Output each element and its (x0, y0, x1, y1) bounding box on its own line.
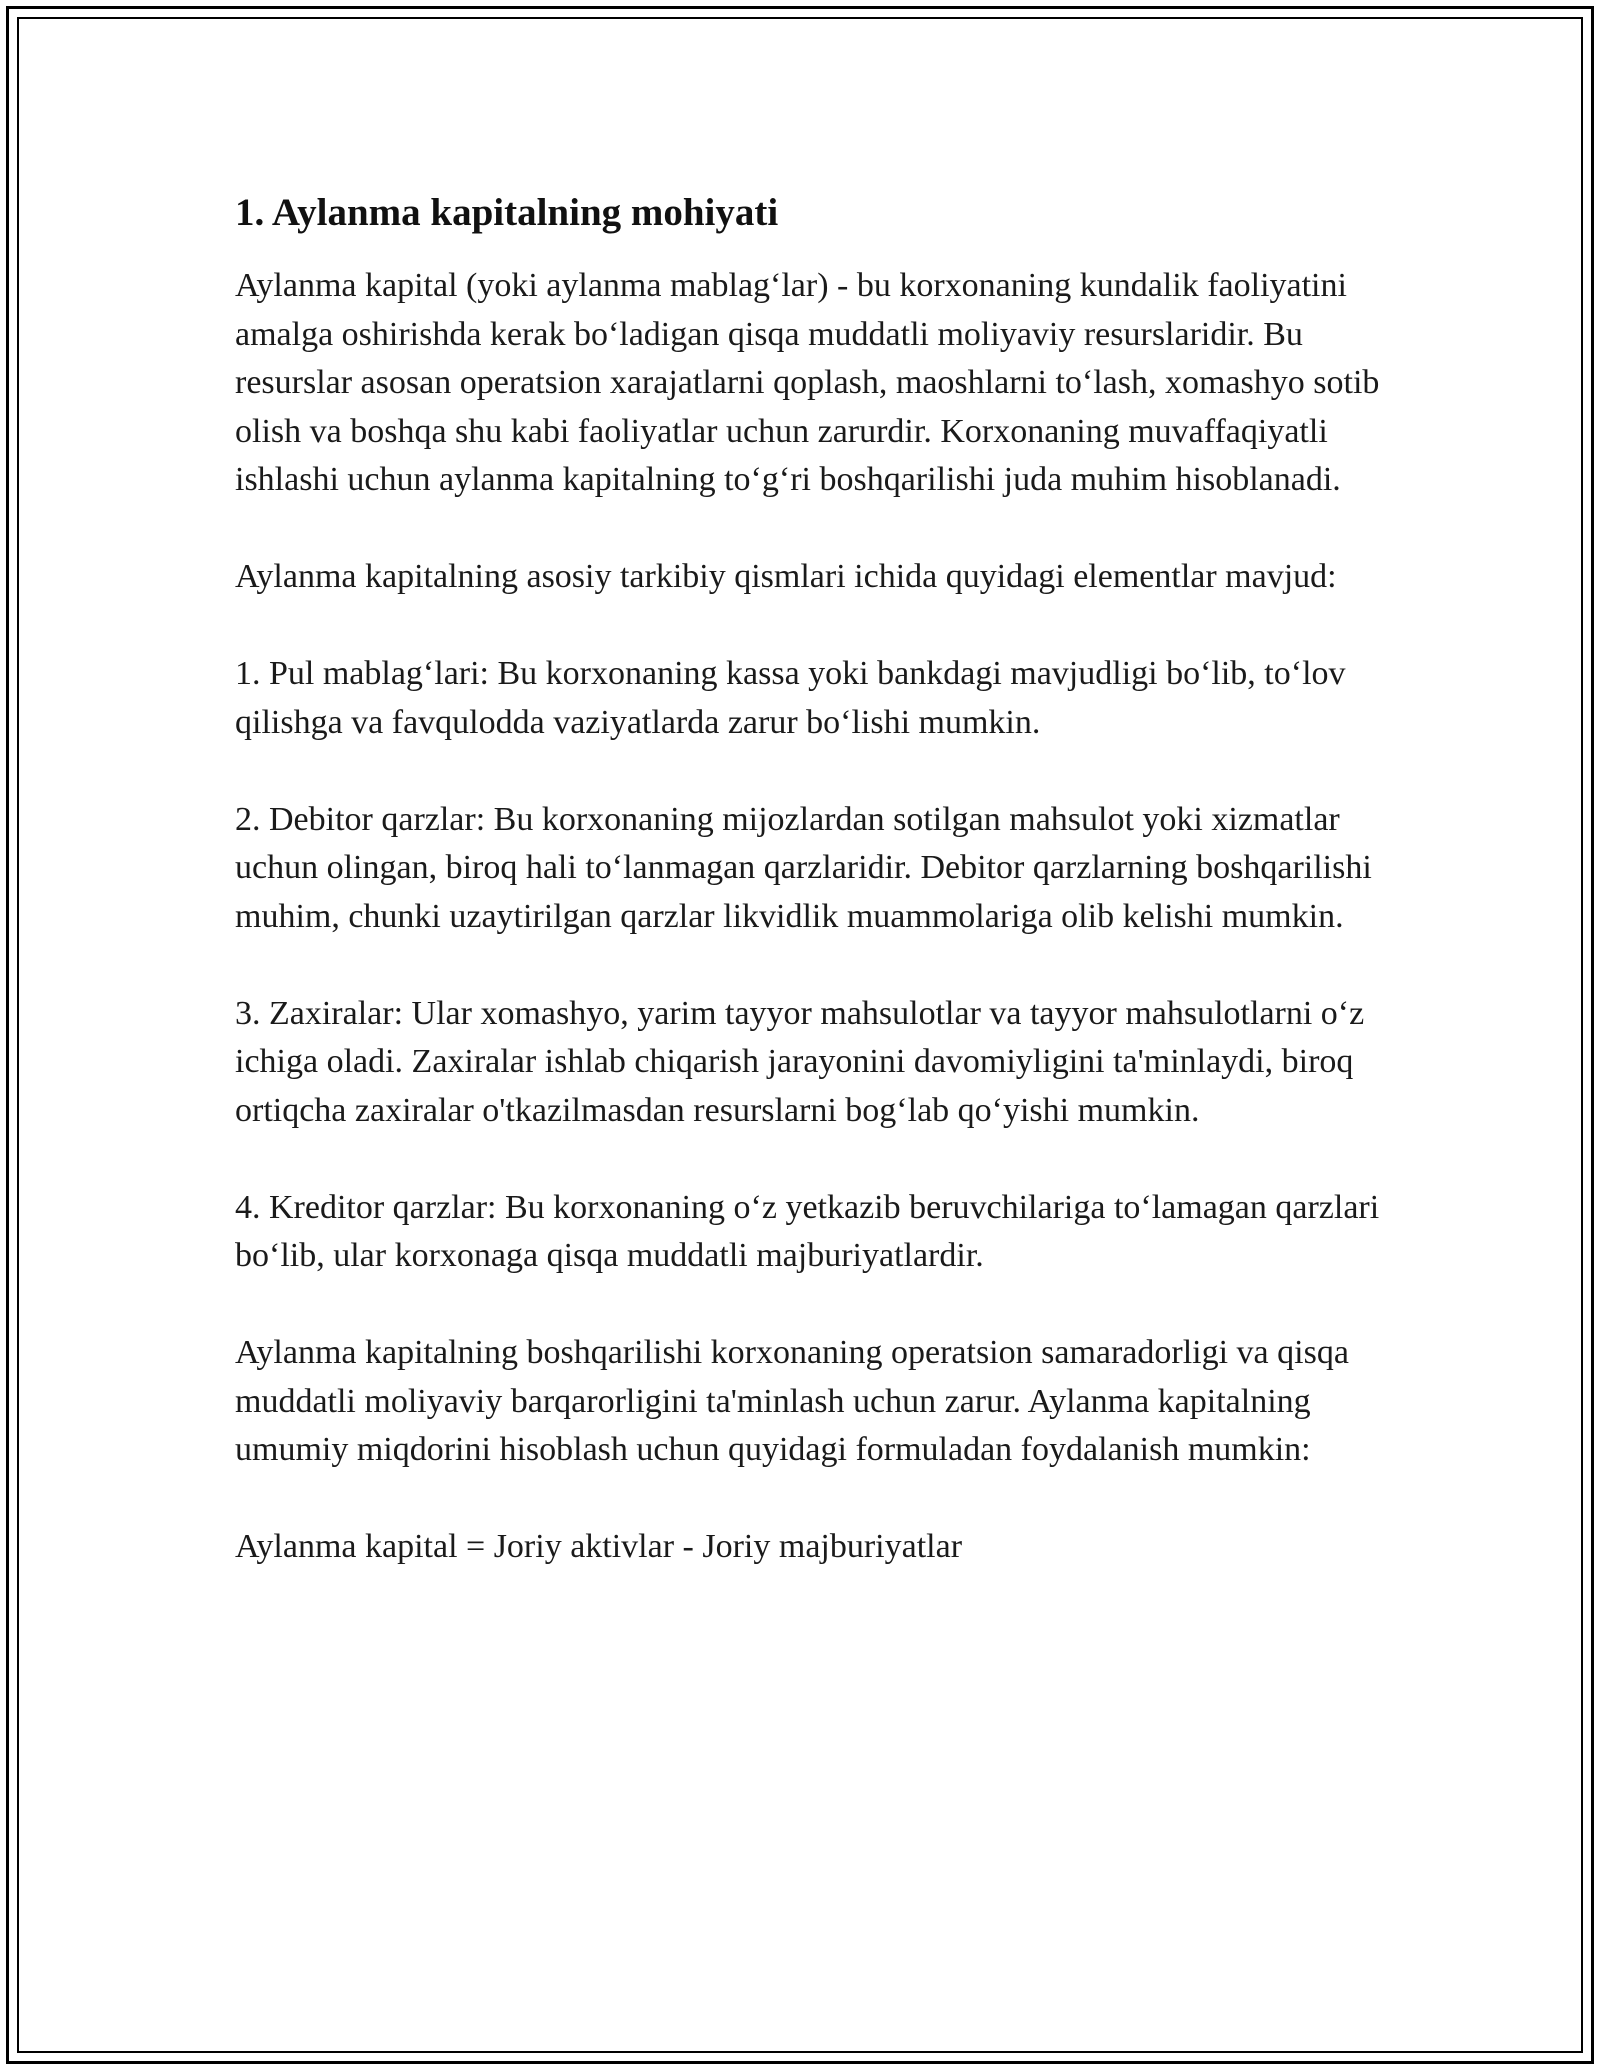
spacer (235, 1135, 1385, 1184)
spacer (235, 505, 1385, 554)
spacer (235, 747, 1385, 796)
list-item-cash: 1. Pul mablag‘lari: Bu korxonaning kassa yoki bankdagi mavjudligi bo‘lib, to‘lov qilishga va favqulodda vaziyatlarda zarur bo‘lishi mumkin. (235, 655, 1346, 741)
list-item-payables: 4. Kreditor qarzlar: Bu korxonaning o‘z yetkazib beruvchilariga to‘lamagan qarzlari bo‘lib, ular korxonaga qisqa muddatli majburiyatlardir. (235, 1188, 1380, 1274)
paragraph-components-intro: Aylanma kapitalning asosiy tarkibiy qismlari ichida quyidagi elementlar mavjud: (235, 558, 1337, 595)
spacer (235, 238, 1385, 262)
spacer (235, 602, 1385, 651)
spacer (235, 1475, 1385, 1524)
section-heading: 1. Aylanma kapitalning mohiyati (235, 191, 779, 234)
paragraph-intro: Aylanma kapital (yoki aylanma mablag‘lar) - bu korxonaning kundalik faoliyatini amalga oshirishda kerak bo‘ladigan qisqa muddatli moliyaviy resurslaridir. Bu resurslar asosan operatsion xarajatlarni qoplash, maoshlarni to‘lash, xomashyo sotib olish va boshqa shu kabi faoliyatlar uchun zarurdir. Korxonaning muvaffaqiyatli ishlashi uchun aylanma kapitalning to‘g‘ri boshqarilishi juda muhim hisoblanadi. (235, 267, 1380, 498)
formula-line: Aylanma kapital = Joriy aktivlar - Joriy majburiyatlar (235, 1528, 963, 1565)
list-item-inventory: 3. Zaxiralar: Ular xomashyo, yarim tayyor mahsulotlar va tayyor mahsulotlarni o‘z ichiga oladi. Zaxiralar ishlab chiqarish jarayonini davomiyligini ta'minlaydi, biroq ortiqcha zaxiralar o'tkazilmasdan resurslarni bog‘lab qo‘yishi mumkin. (235, 994, 1365, 1129)
paragraph-management: Aylanma kapitalning boshqarilishi korxonaning operatsion samaradorligi va qisqa muddatli moliyaviy barqarorligini ta'minlash uchun zarur. Aylanma kapitalning umumiy miqdorini hisoblash uchun quyidagi formuladan foydalanish mumkin: (235, 1334, 1349, 1468)
spacer (235, 941, 1385, 990)
list-item-receivables: 2. Debitor qarzlar: Bu korxonaning mijozlardan sotilgan mahsulot yoki xizmatlar uchun olingan, biroq hali to‘lanmagan qarzlaridir. Debitor qarzlarning boshqarilishi muhim, chunki uzaytirilgan qarzlar likvidlik muammolariga olib kelishi mumkin. (235, 800, 1372, 935)
document-body (235, 188, 1385, 1572)
spacer (235, 1281, 1385, 1330)
